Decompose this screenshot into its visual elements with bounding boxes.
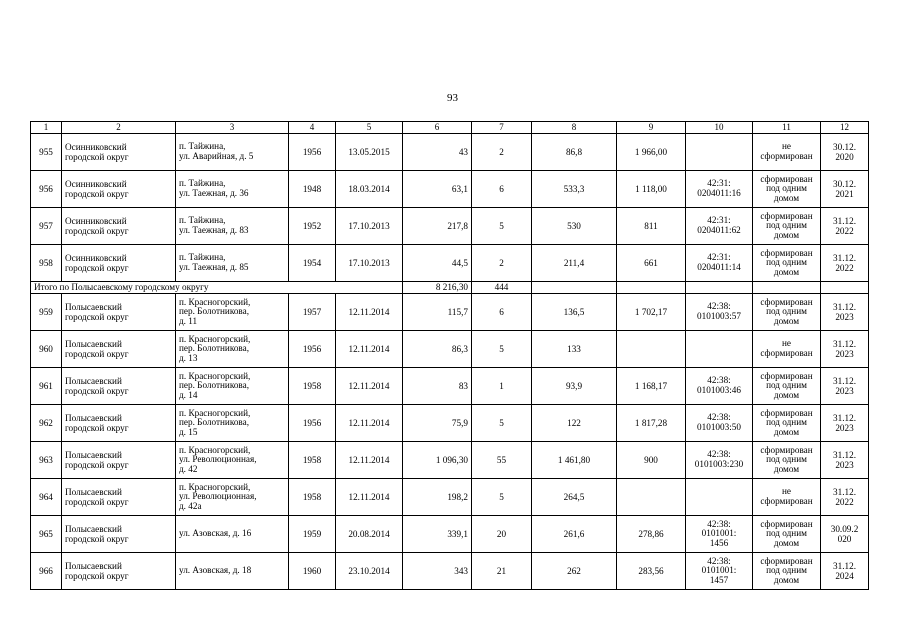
area-cell: 86,3	[403, 331, 472, 368]
address-cell: п. Красногорский, ул. Революционная, д. 42	[176, 442, 289, 479]
table-row	[31, 442, 869, 479]
residents-cell: 5	[472, 479, 532, 516]
col9-cell: 1 817,28	[617, 405, 686, 442]
row-number: 966	[31, 553, 62, 590]
table-row	[31, 294, 869, 331]
date-cell: 12.11.2014	[336, 442, 403, 479]
table-row	[31, 208, 869, 245]
area-cell: 63,1	[403, 171, 472, 208]
area-cell: 115,7	[403, 294, 472, 331]
table-row	[31, 331, 869, 368]
deadline-cell: 30.12. 2021	[821, 171, 869, 208]
area-cell: 44,5	[403, 245, 472, 282]
residents-cell: 5	[472, 208, 532, 245]
col8-cell: 93,9	[532, 368, 617, 405]
land-status-cell: сформирован под одним домом	[753, 516, 821, 553]
column-number-7: 7	[472, 122, 532, 134]
year-built-cell: 1956	[289, 331, 336, 368]
residents-cell: 6	[472, 171, 532, 208]
column-number-12: 12	[821, 122, 869, 134]
column-number-3: 3	[176, 122, 289, 134]
col9-cell: 1 118,00	[617, 171, 686, 208]
col9-cell: 900	[617, 442, 686, 479]
column-number-2: 2	[62, 122, 176, 134]
date-cell: 17.10.2013	[336, 208, 403, 245]
row-number: 960	[31, 331, 62, 368]
cadastral-cell	[686, 134, 753, 171]
area-cell: 339,1	[403, 516, 472, 553]
date-cell: 12.11.2014	[336, 405, 403, 442]
col8-cell: 211,4	[532, 245, 617, 282]
deadline-cell: 30.09.2 020	[821, 516, 869, 553]
date-cell: 12.11.2014	[336, 331, 403, 368]
housing-registry-table	[30, 121, 869, 590]
column-number-9: 9	[617, 122, 686, 134]
cadastral-cell: 42:38: 0101001: 1457	[686, 553, 753, 590]
row-number: 956	[31, 171, 62, 208]
total-empty-11	[753, 282, 821, 294]
date-cell: 17.10.2013	[336, 245, 403, 282]
col8-cell: 530	[532, 208, 617, 245]
total-empty-10	[686, 282, 753, 294]
year-built-cell: 1956	[289, 134, 336, 171]
address-cell: ул. Азовская, д. 16	[176, 516, 289, 553]
date-cell: 23.10.2014	[336, 553, 403, 590]
row-number: 957	[31, 208, 62, 245]
col9-cell: 1 702,17	[617, 294, 686, 331]
table-row	[31, 134, 869, 171]
total-empty-12	[821, 282, 869, 294]
address-cell: п. Красногорский, пер. Болотникова, д. 14	[176, 368, 289, 405]
deadline-cell: 31.12. 2024	[821, 553, 869, 590]
table-row	[31, 368, 869, 405]
total-area: 8 216,30	[403, 282, 472, 294]
district-cell: Осинниковский городской округ	[62, 134, 176, 171]
total-label: Итого по Полысаевскому городскому округу	[31, 282, 403, 294]
col8-cell: 133	[532, 331, 617, 368]
address-cell: п. Тайжина, ул. Таежная, д. 83	[176, 208, 289, 245]
area-cell: 343	[403, 553, 472, 590]
address-cell: п. Красногорский, пер. Болотникова, д. 15	[176, 405, 289, 442]
row-number: 964	[31, 479, 62, 516]
column-number-5: 5	[336, 122, 403, 134]
land-status-cell: сформирован под одним домом	[753, 368, 821, 405]
year-built-cell: 1958	[289, 368, 336, 405]
col9-cell: 283,56	[617, 553, 686, 590]
col9-cell: 811	[617, 208, 686, 245]
year-built-cell: 1956	[289, 405, 336, 442]
land-status-cell: сформирован под одним домом	[753, 405, 821, 442]
deadline-cell: 31.12. 2023	[821, 331, 869, 368]
cadastral-cell	[686, 331, 753, 368]
col9-cell: 278,86	[617, 516, 686, 553]
date-cell: 12.11.2014	[336, 479, 403, 516]
cadastral-cell: 42:38: 0101003:230	[686, 442, 753, 479]
col8-cell: 264,5	[532, 479, 617, 516]
total-row	[31, 282, 869, 294]
land-status-cell: не сформирован	[753, 331, 821, 368]
address-cell: п. Тайжина, ул. Аварийная, д. 5	[176, 134, 289, 171]
land-status-cell: сформирован под одним домом	[753, 294, 821, 331]
date-cell: 12.11.2014	[336, 368, 403, 405]
deadline-cell: 31.12. 2022	[821, 245, 869, 282]
district-cell: Полысаевский городской округ	[62, 331, 176, 368]
table-body	[31, 122, 869, 590]
residents-cell: 5	[472, 405, 532, 442]
table-row	[31, 479, 869, 516]
residents-cell: 1	[472, 368, 532, 405]
row-number: 955	[31, 134, 62, 171]
deadline-cell: 31.12. 2022	[821, 479, 869, 516]
cadastral-cell: 42:38: 0101001: 1456	[686, 516, 753, 553]
page-number: 93	[447, 92, 458, 104]
residents-cell: 55	[472, 442, 532, 479]
col9-cell	[617, 479, 686, 516]
address-cell: п. Красногорский, ул. Революционная, д. 42а	[176, 479, 289, 516]
address-cell: п. Красногорский, пер. Болотникова, д. 11	[176, 294, 289, 331]
deadline-cell: 31.12. 2023	[821, 442, 869, 479]
deadline-cell: 31.12. 2023	[821, 294, 869, 331]
deadline-cell: 30.12. 2020	[821, 134, 869, 171]
col9-cell: 661	[617, 245, 686, 282]
area-cell: 75,9	[403, 405, 472, 442]
residents-cell: 5	[472, 331, 532, 368]
column-number-6: 6	[403, 122, 472, 134]
year-built-cell: 1958	[289, 442, 336, 479]
row-number: 961	[31, 368, 62, 405]
deadline-cell: 31.12. 2022	[821, 208, 869, 245]
area-cell: 198,2	[403, 479, 472, 516]
row-number: 965	[31, 516, 62, 553]
table-row	[31, 405, 869, 442]
col9-cell: 1 168,17	[617, 368, 686, 405]
table-row	[31, 245, 869, 282]
land-status-cell: сформирован под одним домом	[753, 442, 821, 479]
cadastral-cell: 42:31: 0204011:16	[686, 171, 753, 208]
land-status-cell: сформирован под одним домом	[753, 553, 821, 590]
land-status-cell: сформирован под одним домом	[753, 208, 821, 245]
col8-cell: 122	[532, 405, 617, 442]
total-empty-8	[532, 282, 617, 294]
year-built-cell: 1960	[289, 553, 336, 590]
district-cell: Осинниковский городской округ	[62, 208, 176, 245]
year-built-cell: 1959	[289, 516, 336, 553]
row-number: 962	[31, 405, 62, 442]
date-cell: 12.11.2014	[336, 294, 403, 331]
cadastral-cell: 42:31: 0204011:14	[686, 245, 753, 282]
land-status-cell: сформирован под одним домом	[753, 171, 821, 208]
district-cell: Полысаевский городской округ	[62, 516, 176, 553]
table-row	[31, 553, 869, 590]
residents-cell: 6	[472, 294, 532, 331]
year-built-cell: 1958	[289, 479, 336, 516]
deadline-cell: 31.12. 2023	[821, 368, 869, 405]
district-cell: Осинниковский городской округ	[62, 171, 176, 208]
column-number-10: 10	[686, 122, 753, 134]
cadastral-cell: 42:38: 0101003:50	[686, 405, 753, 442]
table-row	[31, 516, 869, 553]
land-status-cell: сформирован под одним домом	[753, 245, 821, 282]
address-cell: п. Тайжина, ул. Таежная, д. 85	[176, 245, 289, 282]
area-cell: 83	[403, 368, 472, 405]
address-cell: п. Тайжина, ул. Таежная, д. 36	[176, 171, 289, 208]
total-empty-9	[617, 282, 686, 294]
district-cell: Полысаевский городской округ	[62, 405, 176, 442]
land-status-cell: не сформирован	[753, 134, 821, 171]
deadline-cell: 31.12. 2023	[821, 405, 869, 442]
row-number: 958	[31, 245, 62, 282]
cadastral-cell: 42:38: 0101003:57	[686, 294, 753, 331]
residents-cell: 20	[472, 516, 532, 553]
district-cell: Полысаевский городской округ	[62, 479, 176, 516]
date-cell: 20.08.2014	[336, 516, 403, 553]
district-cell: Полысаевский городской округ	[62, 553, 176, 590]
address-cell: ул. Азовская, д. 18	[176, 553, 289, 590]
cadastral-cell	[686, 479, 753, 516]
row-number: 959	[31, 294, 62, 331]
year-built-cell: 1957	[289, 294, 336, 331]
date-cell: 13.05.2015	[336, 134, 403, 171]
col9-cell: 1 966,00	[617, 134, 686, 171]
cadastral-cell: 42:31: 0204011:62	[686, 208, 753, 245]
column-number-4: 4	[289, 122, 336, 134]
district-cell: Осинниковский городской округ	[62, 245, 176, 282]
district-cell: Полысаевский городской округ	[62, 294, 176, 331]
row-number: 963	[31, 442, 62, 479]
col8-cell: 261,6	[532, 516, 617, 553]
district-cell: Полысаевский городской округ	[62, 368, 176, 405]
col9-cell	[617, 331, 686, 368]
address-cell: п. Красногорский, пер. Болотникова, д. 13	[176, 331, 289, 368]
col8-cell: 136,5	[532, 294, 617, 331]
area-cell: 1 096,30	[403, 442, 472, 479]
district-cell: Полысаевский городской округ	[62, 442, 176, 479]
cadastral-cell: 42:38: 0101003:46	[686, 368, 753, 405]
column-number-11: 11	[753, 122, 821, 134]
land-status-cell: не сформирован	[753, 479, 821, 516]
col8-cell: 86,8	[532, 134, 617, 171]
col8-cell: 533,3	[532, 171, 617, 208]
col8-cell: 1 461,80	[532, 442, 617, 479]
table-row	[31, 171, 869, 208]
area-cell: 217,8	[403, 208, 472, 245]
column-number-1: 1	[31, 122, 62, 134]
total-residents: 444	[472, 282, 532, 294]
area-cell: 43	[403, 134, 472, 171]
year-built-cell: 1948	[289, 171, 336, 208]
col8-cell: 262	[532, 553, 617, 590]
residents-cell: 21	[472, 553, 532, 590]
residents-cell: 2	[472, 134, 532, 171]
year-built-cell: 1954	[289, 245, 336, 282]
date-cell: 18.03.2014	[336, 171, 403, 208]
column-number-8: 8	[532, 122, 617, 134]
residents-cell: 2	[472, 245, 532, 282]
year-built-cell: 1952	[289, 208, 336, 245]
column-number-row	[31, 122, 869, 134]
